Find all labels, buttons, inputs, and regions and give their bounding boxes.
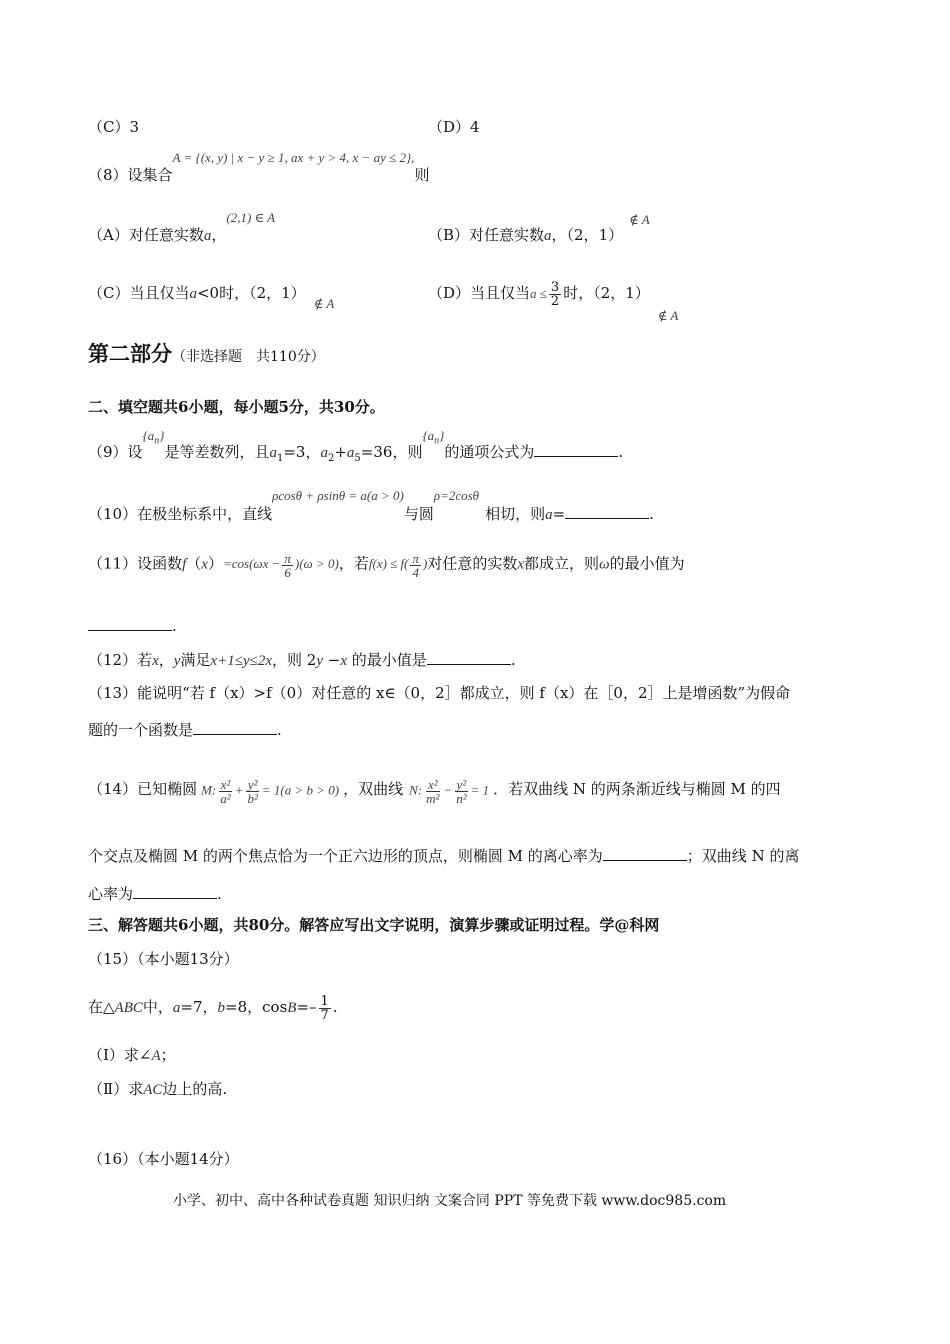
q9: （9）设$\{a_n\}$是等差数列，且$a_1=3$，$a_2+a_5=36$，则$\{a_n\}$的通项公式为 . — [88, 428, 624, 464]
q8-set-expression: A = {(x, y) | x − y ≥ 1, ax + y > 4, x − ay ≤ 2}, — [172, 150, 415, 165]
q8-option-c: （C）当且仅当a<0时，（2，1）∉ A — [88, 284, 335, 311]
q14-line-1: （14）已知椭圆 M: $\frac{\text{x²}}{\text{a²}}$ + $\frac{\text{y²}}{\text{b²}}$ = 1(a > b > 0) ，双曲线 N: $\frac{\text{x²}}{\text{m²}}$ − $\frac{\text{y²}}{\text{n²}}$ = 1 ．若双曲线 N 的两条渐近线与椭圆 M 的四 — [88, 776, 781, 806]
q10: （10）在极坐标系中，直线ρcosθ + ρsinθ = a(a > 0)与圆ρ=2cosθ相切，则a= . — [88, 488, 654, 523]
q11-inequality: f(x) ≤ f( $\frac{\pi}{4}$ ) — [368, 551, 428, 580]
q14-line-2: 个交点及椭圆 M 的两个焦点恰为一个正六边形的顶点，则椭圆 M 的离心率为 ；双曲线 N 的离 — [88, 847, 800, 865]
q7-option-c: （C）3 — [88, 118, 140, 136]
q8-prefix: （8）设集合 — [88, 166, 173, 184]
q11-answer-blank[interactable] — [88, 616, 172, 631]
q8-suffix: 则 — [414, 166, 430, 184]
q16-header: （16）（本小题14分） — [88, 1150, 239, 1168]
q11-function-expression: =cos(ωx − $\frac{\pi}{6}$ )(ω > 0) — [222, 551, 339, 580]
q8-option-d-fraction: $\frac{3}{2}$ — [550, 279, 560, 309]
part-two-heading: 第二部分 — [88, 342, 172, 366]
q10-circle-equation: ρ=2cosθ — [433, 488, 480, 503]
q11: （11）设函数f（x）=cos(ωx − $\frac{\pi}{6}$ )(ω > 0)，若f(x) ≤ f( $\frac{\pi}{4}$ )对任意的实数x都成立，则ω的最小值为 — [88, 551, 685, 580]
q8-option-b-math: ∉ A — [629, 212, 650, 227]
q8-option-d: （D）当且仅当a ≤ $\frac{3}{2}$ 时，（2，1）∉ A — [428, 279, 679, 323]
q14-line-3: 心率为 . — [88, 885, 222, 903]
q14-ellipse-equation: M: $\frac{\text{x²}}{\text{a²}}$ + $\frac{\text{y²}}{\text{b²}}$ = 1(a > b > 0) — [201, 776, 340, 806]
q8-option-b: （B）对任意实数a，（2，1）∉ A — [428, 212, 650, 244]
q9-sequence-1: $\{a_n\}$ — [142, 428, 165, 447]
q12-answer-blank[interactable] — [427, 650, 511, 665]
q10-answer-blank[interactable] — [565, 504, 649, 519]
q7-option-d: （D）4 — [428, 118, 480, 136]
q12: （12）若x，y满足x+1≤y≤2x，则 2y −x 的最小值是 . — [88, 651, 516, 669]
q13-line-2: 题的一个函数是 . — [88, 721, 282, 739]
q8-option-a: （A）对任意实数a，(2,1) ∈ A — [88, 210, 276, 244]
q13-answer-blank[interactable] — [193, 720, 277, 735]
q9-sequence-2: $\{a_n\}$ — [422, 428, 445, 447]
q13-line-1: （13）能说明“若 f（x）>f（0）对任意的 x∈（0，2］都成立，则 f（x）在［0，2］上是增函数”为假命 — [88, 684, 791, 702]
q9-answer-blank[interactable] — [534, 442, 618, 457]
q8-option-c-math: ∉ A — [313, 296, 335, 311]
q15-header: （15）（本小题13分） — [88, 950, 239, 968]
q8-option-a-math: (2,1) ∈ A — [226, 210, 276, 225]
q11-answer-line: . — [88, 616, 177, 635]
q14-answer-blank-1[interactable] — [603, 846, 687, 861]
q15-part-2: （Ⅱ）求AC边上的高. — [88, 1080, 228, 1098]
section-two-heading: 二、填空题共6小题，每小题5分，共30分。 — [88, 398, 385, 416]
q15-fraction: $\frac{1}{7}$ — [320, 993, 329, 1023]
q8-stem — [88, 150, 429, 184]
q14-answer-blank-2[interactable] — [133, 884, 217, 899]
q15-part-1: （Ⅰ）求∠A； — [88, 1046, 176, 1064]
q10-line-equation: ρcosθ + ρsinθ = a(a > 0) — [272, 488, 404, 503]
q15-stem: 在△ABC中，a=7，b=8，cosB=– $\frac{1}{7}$ . — [88, 993, 338, 1023]
q14-hyperbola-equation: N: $\frac{\text{x²}}{\text{m²}}$ − $\frac{\text{y²}}{\text{n²}}$ = 1 — [409, 776, 490, 806]
part-two-subtitle: （非选择题 共110分） — [172, 349, 325, 365]
page-footer: 小学、初中、高中各种试卷真题 知识归纳 文案合同 PPT 等免费下载 www.doc985.com — [173, 1193, 727, 1209]
part-two-title — [88, 342, 325, 367]
section-three-heading: 三、解答题共6小题，共80分。解答应写出文字说明，演算步骤或证明过程。学@科网 — [88, 916, 660, 934]
q8-option-d-math: ∉ A — [657, 308, 679, 323]
